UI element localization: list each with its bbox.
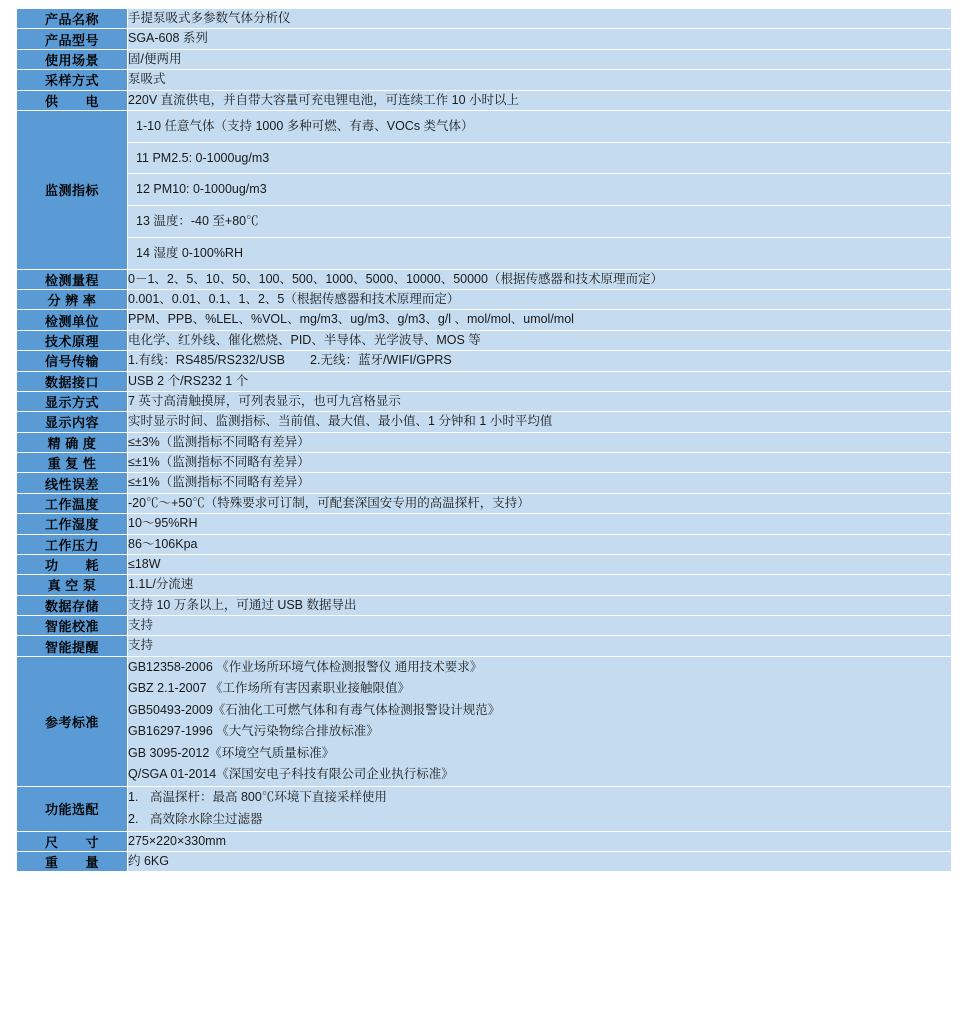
row-value-detection-range: 0－1、2、5、10、50、100、500、1000、5000、10000、50000（根据传感器和技术原理而定）: [128, 269, 952, 289]
row-value-signal-transmission: 1.有线：RS485/RS232/USB 2.无线：蓝牙/WIFI/GPRS: [128, 351, 952, 371]
row-label-display-mode: 显示方式: [17, 391, 128, 411]
table-row: [17, 310, 952, 330]
table-row: [17, 616, 952, 636]
table-row: [17, 786, 952, 831]
optional-function-item: [128, 787, 951, 809]
table-row: [17, 371, 952, 391]
table-row: [17, 412, 952, 432]
row-value-detection-unit: PPM、PPB、%LEL、%VOL、mg/m3、ug/m3、g/m3、g/l 、mol/mol、umol/mol: [128, 310, 952, 330]
table-row: [17, 554, 952, 574]
spec-table-body: [17, 9, 952, 872]
row-value-display-content: 实时显示时间、监测指标、当前值、最大值、最小值、1 分钟和 1 小时平均值: [128, 412, 952, 432]
row-label-linearity-error: 线性误差: [17, 473, 128, 493]
reference-standard-item: GB16297-1996 《大气污染物综合排放标准》: [128, 724, 379, 739]
row-value-reference-standards: [128, 656, 952, 786]
table-row: [17, 9, 952, 29]
table-row: [17, 70, 952, 90]
row-value-smart-reminder: 支持: [128, 636, 952, 656]
row-value-dimensions: 275×220×330mm: [128, 831, 952, 851]
table-row: [17, 453, 952, 473]
row-value-repeatability: ≤±1%（监测指标不同略有差异）: [128, 453, 952, 473]
row-label-monitoring-indicators: 监测指标: [17, 110, 128, 269]
row-label-resolution: 分 辨 率: [17, 290, 128, 310]
row-label-use-scene: 使用场景: [17, 49, 128, 69]
row-value-technical-principle: 电化学、红外线、催化燃烧、PID、半导体、光学波导、MOS 等: [128, 330, 952, 350]
row-label-data-interface: 数据接口: [17, 371, 128, 391]
optional-function-item: [128, 809, 951, 831]
row-value-power-supply: 220V 直流供电，并自带大容量可充电锂电池，可连续工作 10 小时以上: [128, 90, 952, 110]
row-value-product-model: SGA-608 系列: [128, 29, 952, 49]
table-row: [17, 290, 952, 310]
row-label-detection-range: 检测量程: [17, 269, 128, 289]
table-row: [17, 636, 952, 656]
row-value-linearity-error: ≤±1%（监测指标不同略有差异）: [128, 473, 952, 493]
table-row: [17, 493, 952, 513]
reference-standard-item: GB50493-2009《石油化工可燃气体和有毒气体检测报警设计规范》: [128, 702, 501, 717]
row-label-smart-calibration: 智能校准: [17, 616, 128, 636]
table-row: [17, 110, 952, 269]
row-label-power-supply: 供 电: [17, 90, 128, 110]
row-label-technical-principle: 技术原理: [17, 330, 128, 350]
row-value-display-mode: 7 英寸高清触摸屏，可列表显示，也可九宫格显示: [128, 391, 952, 411]
reference-standard-item: GBZ 2.1-2007 《工作场所有害因素职业接触限值》: [128, 681, 410, 696]
table-row: [17, 49, 952, 69]
table-row: [17, 351, 952, 371]
row-value-data-interface: USB 2 个/RS232 1 个: [128, 371, 952, 391]
row-label-power-consumption: 功 耗: [17, 554, 128, 574]
row-value-vacuum-pump: 1.1L/分流速: [128, 575, 952, 595]
row-value-data-storage: 支持 10 万条以上，可通过 USB 数据导出: [128, 595, 952, 615]
row-label-dimensions: 尺 寸: [17, 831, 128, 851]
table-row: [17, 534, 952, 554]
monitoring-indicator-item: 11 PM2.5: 0-1000ug/m3: [128, 143, 951, 175]
table-row: [17, 851, 952, 871]
table-row: [17, 656, 952, 786]
monitoring-indicator-item: 14 湿度 0-100%RH: [136, 245, 243, 260]
table-row: [17, 575, 952, 595]
row-value-power-consumption: ≤18W: [128, 554, 952, 574]
monitoring-indicator-item: 13 温度：-40 至+80℃: [128, 206, 951, 238]
table-row: [17, 831, 952, 851]
row-value-working-humidity: 10～95%RH: [128, 514, 952, 534]
monitoring-indicator-item: 1-10 任意气体（支持 1000 多种可燃、有毒、VOCs 类气体）: [128, 111, 951, 143]
row-value-working-pressure: 86～106Kpa: [128, 534, 952, 554]
reference-standard-item: GB12358-2006 《作业场所环境气体检测报警仪 通用技术要求》: [128, 659, 483, 674]
row-label-vacuum-pump: 真 空 泵: [17, 575, 128, 595]
table-row: [17, 595, 952, 615]
row-value-smart-calibration: 支持: [128, 616, 952, 636]
row-label-data-storage: 数据存储: [17, 595, 128, 615]
optional-function-text: 高温探杆：最高 800℃环境下直接采样使用: [150, 789, 387, 804]
row-label-product-name: 产品名称: [17, 9, 128, 29]
row-label-detection-unit: 检测单位: [17, 310, 128, 330]
reference-standard-item: Q/SGA 01-2014《深国安电子科技有限公司企业执行标准》: [128, 767, 454, 782]
row-label-smart-reminder: 智能提醒: [17, 636, 128, 656]
row-value-working-temperature: -20℃～+50℃（特殊要求可订制，可配套深国安专用的高温探杆，支持）: [128, 493, 952, 513]
table-row: [17, 391, 952, 411]
row-value-weight: 约 6KG: [128, 851, 952, 871]
row-label-optional-functions: 功能选配: [17, 786, 128, 831]
table-row: [17, 90, 952, 110]
row-value-product-name: 手提泵吸式多参数气体分析仪: [128, 9, 952, 29]
table-row: [17, 269, 952, 289]
table-row: [17, 514, 952, 534]
monitoring-indicator-item: 12 PM10: 0-1000ug/m3: [128, 174, 951, 206]
row-value-monitoring-indicators: [128, 110, 952, 269]
optional-function-number: 2.: [128, 811, 139, 826]
row-label-repeatability: 重 复 性: [17, 453, 128, 473]
row-value-resolution: 0.001、0.01、0.1、1、2、5（根据传感器和技术原理而定）: [128, 290, 952, 310]
row-label-working-temperature: 工作温度: [17, 493, 128, 513]
table-row: [17, 29, 952, 49]
row-label-accuracy: 精 确 度: [17, 432, 128, 452]
row-label-signal-transmission: 信号传输: [17, 351, 128, 371]
row-label-display-content: 显示内容: [17, 412, 128, 432]
row-label-reference-standards: 参考标准: [17, 656, 128, 786]
table-row: [17, 330, 952, 350]
row-label-working-pressure: 工作压力: [17, 534, 128, 554]
row-label-working-humidity: 工作湿度: [17, 514, 128, 534]
reference-standard-item: GB 3095-2012《环境空气质量标准》: [128, 745, 335, 760]
table-row: [17, 473, 952, 493]
optional-function-text: 高效除水除尘过滤器: [150, 811, 263, 826]
row-value-accuracy: ≤±3%（监测指标不同略有差异）: [128, 432, 952, 452]
product-spec-table: [16, 8, 952, 872]
optional-function-number: 1.: [128, 789, 139, 804]
row-label-sampling-method: 采样方式: [17, 70, 128, 90]
reference-standards-list: [128, 657, 951, 786]
row-label-weight: 重 量: [17, 851, 128, 871]
row-value-use-scene: 固/便两用: [128, 49, 952, 69]
optional-functions-list: [128, 787, 951, 831]
table-row: [17, 432, 952, 452]
row-value-sampling-method: 泵吸式: [128, 70, 952, 90]
row-label-product-model: 产品型号: [17, 29, 128, 49]
row-value-optional-functions: [128, 786, 952, 831]
